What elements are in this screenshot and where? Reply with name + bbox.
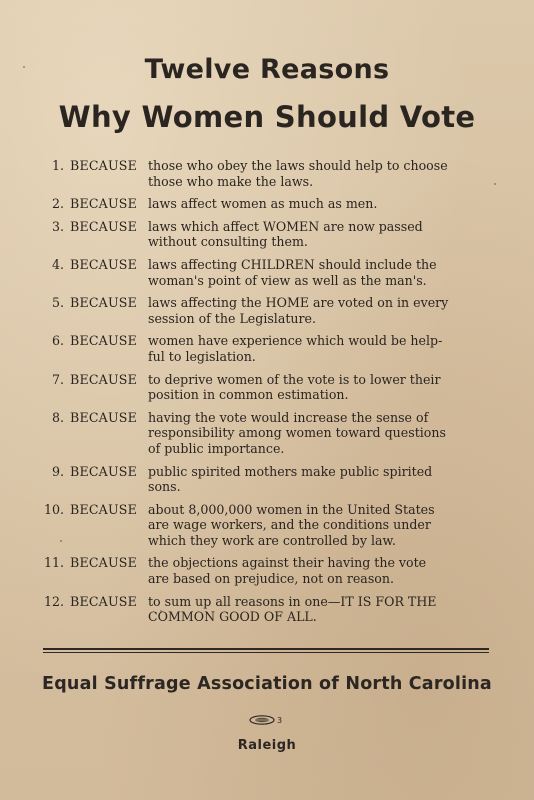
association-name: Equal Suffrage Association of North Carolina (42, 674, 492, 694)
reason-text-line: responsibility among women toward questions (148, 425, 446, 441)
title-line-2: Why Women Should Vote (58, 100, 476, 134)
because-label: BECAUSE (70, 409, 138, 425)
because-label: BECAUSE (70, 371, 138, 387)
reason-item (40, 594, 490, 625)
divider-rule-thick (43, 648, 489, 650)
reason-number: 11. (43, 555, 64, 571)
reason-text-line: those who make the laws. (148, 173, 314, 189)
reason-number: 8. (51, 409, 64, 425)
reason-text (148, 372, 490, 403)
reason-item (40, 502, 490, 549)
reason-item (40, 333, 490, 364)
reason-text-line: which they work are controlled by law. (148, 532, 396, 548)
reason-item (40, 257, 490, 288)
because-label: BECAUSE (70, 158, 138, 173)
reason-number: 4. (51, 257, 64, 273)
reason-item (40, 219, 490, 250)
reason-text (148, 502, 490, 549)
paper-speck (23, 66, 25, 68)
because-label: BECAUSE (70, 555, 138, 571)
reason-text (148, 410, 490, 457)
union-mark-number: 3 (277, 716, 283, 725)
reason-item (40, 196, 490, 212)
reason-text-line: are wage workers, and the conditions under (148, 517, 431, 533)
reason-number: 6. (51, 333, 64, 349)
paper-speck (405, 300, 407, 302)
title-line-1: Twelve Reasons (144, 54, 390, 85)
because-label: BECAUSE (70, 257, 138, 273)
reason-item (40, 410, 490, 457)
reason-number: 7. (51, 371, 64, 387)
reason-item (40, 464, 490, 495)
reason-text (148, 196, 490, 212)
reasons-list (40, 158, 490, 632)
reason-text-line: without consulting them. (148, 234, 308, 250)
reason-item (40, 555, 490, 586)
reason-item (40, 158, 490, 189)
because-label: BECAUSE (70, 333, 138, 349)
reason-text-line: the objections against their having the vote (148, 555, 427, 571)
reason-item (40, 295, 490, 326)
reason-text-line: laws affect women as much as men. (148, 196, 378, 212)
reason-text-line: those who obey the laws should help to choose (148, 158, 448, 173)
reason-text-line: sons. (148, 479, 181, 494)
reason-text-line: public spirited mothers make public spirited (148, 463, 433, 479)
because-label: BECAUSE (70, 218, 138, 234)
divider-rule-thin (43, 652, 489, 653)
reason-text-line: position in common estimation. (148, 387, 349, 403)
reason-text-line: to sum up all reasons in one—IT IS FOR THE (148, 593, 437, 609)
reason-number: 10. (43, 501, 64, 517)
paper-speck (494, 183, 496, 185)
reason-text (148, 555, 490, 586)
reason-number: 12. (43, 593, 64, 609)
reason-text-line: women have experience which would be help- (148, 333, 443, 349)
paper-speck (60, 540, 62, 542)
reason-text-line: of public importance. (148, 440, 285, 456)
reason-item (40, 372, 490, 403)
reason-number: 3. (51, 218, 64, 234)
because-label: BECAUSE (70, 501, 138, 517)
reason-text-line: laws affecting the HOME are voted on in every (148, 295, 449, 311)
reason-number: 1. (51, 158, 64, 173)
reason-text-line: about 8,000,000 women in the United States (148, 501, 435, 517)
city-name: Raleigh (237, 738, 297, 753)
because-label: BECAUSE (70, 593, 138, 609)
reason-text-line: to deprive women of the vote is to lower their (148, 371, 441, 387)
reason-text (148, 158, 490, 189)
because-label: BECAUSE (70, 196, 138, 212)
because-label: BECAUSE (70, 463, 138, 479)
printers-union-bug-icon (247, 714, 287, 726)
reason-text-line: COMMON GOOD OF ALL. (148, 609, 317, 625)
reason-text-line: laws affecting CHILDREN should include the (148, 257, 437, 273)
reason-text-line: session of the Legislature. (148, 310, 316, 326)
paper-speck (160, 610, 162, 612)
reason-text-line: ful to legislation. (148, 348, 256, 364)
reason-text (148, 219, 490, 250)
because-label: BECAUSE (70, 295, 138, 311)
reason-number: 9. (51, 463, 64, 479)
reason-text (148, 295, 490, 326)
reason-number: 2. (51, 196, 64, 212)
reason-text-line: laws which affect WOMEN are now passed (148, 218, 423, 234)
reason-text-line: are based on prejudice, not on reason. (148, 570, 394, 586)
reason-text (148, 257, 490, 288)
reason-text-line: having the vote would increase the sense of (148, 409, 429, 425)
reason-text-line: woman's point of view as well as the man's. (148, 272, 427, 288)
reason-text (148, 594, 490, 625)
reason-text (148, 333, 490, 364)
reason-number: 5. (51, 295, 64, 311)
reason-text (148, 464, 490, 495)
